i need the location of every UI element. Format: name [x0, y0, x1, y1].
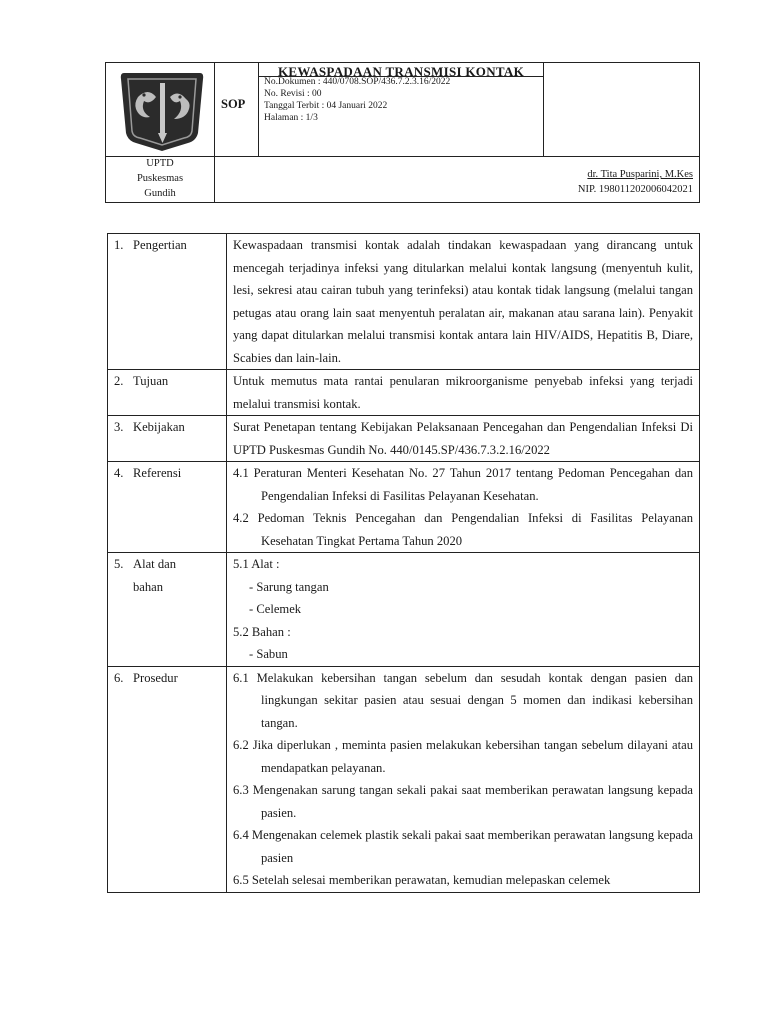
- section-label: [108, 234, 227, 370]
- list-item: - Sarung tangan: [249, 579, 329, 594]
- procedure-step: 6.1 Melakukan kebersihan tangan sebelum dan sesudah kontak dengan pasien dan lingkungan sekitar pasien atau sesuai dengan 5 momen dan indikasi kebersihan tangan.: [233, 670, 693, 730]
- procedure-step: 6.5 Setelah selesai memberikan perawatan, kemudian melepaskan celemek: [233, 873, 611, 887]
- section-label: [108, 553, 227, 667]
- section-title: Pengertian: [133, 238, 187, 252]
- document-title: KEWASPADAAN TRANSMISI KONTAK: [277, 64, 525, 79]
- header-divider: [214, 63, 215, 202]
- table-row: [108, 370, 700, 416]
- procedure-step: 6.3 Mengenakan sarung tangan sekali pakai saat memberikan perawatan langsung kepada pasien.: [233, 783, 693, 820]
- section-label: [108, 416, 227, 462]
- section-label: [108, 666, 227, 892]
- doc-number: No.Dokumen : 440/0708.SOP/436.7.2.3.16/2022: [264, 77, 451, 87]
- section-number: 3.: [114, 420, 124, 434]
- organization-name: [106, 156, 214, 201]
- section-number: 4.: [114, 466, 124, 480]
- subsection-heading: 5.1 Alat :: [233, 557, 280, 571]
- section-title: Referensi: [133, 466, 182, 480]
- section-content: [227, 666, 700, 892]
- table-row: [108, 416, 700, 462]
- section-title: Alat dan: [133, 557, 177, 571]
- sop-label: SOP: [221, 97, 246, 111]
- section-title: bahan: [133, 579, 164, 594]
- list-item: - Sabun: [249, 647, 288, 661]
- issue-date: Tanggal Terbit : 04 Januari 2022: [264, 101, 388, 111]
- table-row: [108, 553, 700, 667]
- signer-nip: NIP. 198011202006042021: [577, 184, 693, 195]
- section-content: [227, 553, 700, 667]
- org-line: Gundih: [144, 188, 176, 199]
- revision-number: No. Revisi : 00: [264, 89, 322, 99]
- sop-content-table: [107, 233, 700, 893]
- table-row: [108, 234, 700, 370]
- subsection-heading: 5.2 Bahan :: [233, 624, 291, 639]
- procedure-step: 6.2 Jika diperlukan , meminta pasien melakukan kebersihan tangan sebelum dilayani atau mendapatkan pelayanan.: [233, 738, 693, 775]
- section-content: Kewaspadaan transmisi kontak adalah tindakan kewaspadaan yang dirancang untuk mencegah terjadinya infeksi yang ditularkan melalui kontak langsung (menyentuh kulit, lesi, sekresi atau cairan tubuh yang terinfeksi) atau kontak tidak langsung (melalui tangan petugas atau orang lain saat menyentuh peralatan air, makanan atau sarana lain). Penyakit yang dapat ditularkan melalui transmisi kontak antara lain HIV/AIDS, Hepatitis B, Diare, Scabies dan lain-lain.: [227, 234, 700, 370]
- page-number: Halaman : 1/3: [264, 113, 318, 123]
- section-label: [108, 462, 227, 553]
- section-number: 1.: [114, 238, 124, 252]
- section-title: Prosedur: [133, 670, 178, 685]
- org-line: Puskesmas: [136, 173, 184, 184]
- city-emblem-logo: [114, 67, 210, 153]
- list-item: - Celemek: [249, 602, 302, 616]
- sop-header: [105, 62, 700, 203]
- reference-item: 4.1 Peraturan Menteri Kesehatan No. 27 Tahun 2017 tentang Pedoman Pencegahan dan Pengendalian Infeksi di Fasilitas Pelayanan Kesehatan.: [233, 466, 693, 503]
- section-title: Kebijakan: [133, 420, 185, 434]
- section-content: [227, 462, 700, 553]
- procedure-step: 6.4 Mengenakan celemek plastik sekali pakai saat memberikan perawatan langsung kepada pasien: [233, 828, 693, 865]
- section-content: Untuk memutus mata rantai penularan mikroorganisme penyebab infeksi yang terjadi melalui transmisi kontak.: [227, 370, 700, 416]
- section-number: 6.: [114, 670, 124, 685]
- org-line: UPTD: [146, 158, 174, 169]
- section-number: 2.: [114, 374, 124, 388]
- reference-item: 4.2 Pedoman Teknis Pencegahan dan Pengendalian Infeksi di Fasilitas Pelayanan Kesehatan Tingkat Pertama Tahun 2020: [233, 511, 693, 548]
- section-title: Tujuan: [133, 374, 169, 388]
- section-number: 5.: [114, 557, 124, 571]
- section-content: Surat Penetapan tentang Kebijakan Pelaksanaan Pencegahan dan Pengendalian Infeksi Di UPTD Puskesmas Gundih No. 440/0145.SP/436.7.3.2.16/2022: [227, 416, 700, 462]
- table-row: [108, 462, 700, 553]
- section-label: [108, 370, 227, 416]
- table-row: [108, 666, 700, 892]
- signer-name: dr. Tita Pusparini, M.Kes: [587, 169, 693, 180]
